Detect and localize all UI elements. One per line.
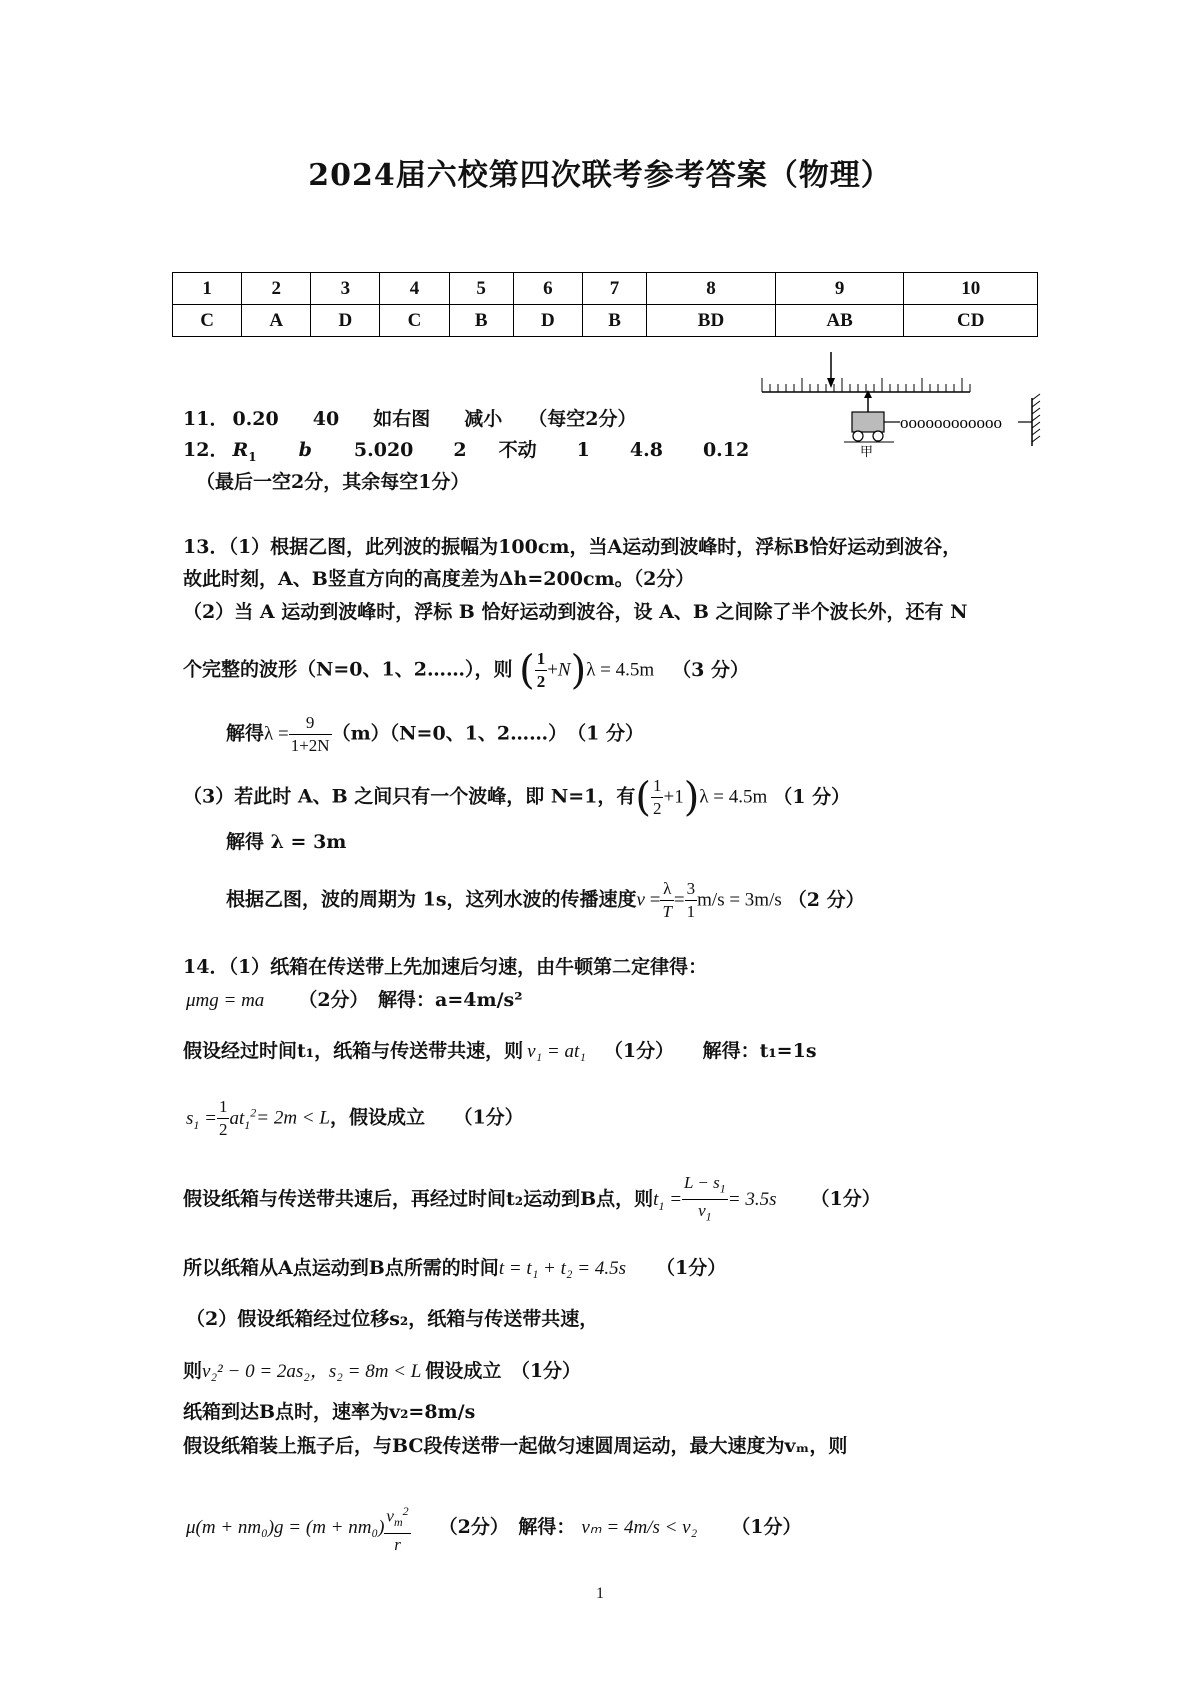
q13-line: （3）若此时 A、B 之间只有一个波峰，即 N=1，有( $\frac{1}{2}$ +1)λ = 4.5m （1 分） [183, 774, 851, 821]
fraction: $\frac{1}{2}$ [652, 776, 662, 818]
q11-answer: 如右图 [373, 408, 431, 430]
q13-line: 根据乙图，波的周期为 1s，这列水波的传播速度v = $\frac{\lambda}{T}$ = $\frac{3}{1}$ m/s = 3m/s （2 分） [226, 879, 865, 921]
wall-hatch-line [1032, 394, 1040, 400]
q13-text: （m）（N=0、1、2……） （1 分） [331, 722, 644, 745]
spring-coil: oooooooooooo [900, 413, 1002, 432]
score-note: （1分） [731, 1516, 802, 1539]
pointer-arrow-up-head [864, 390, 872, 398]
equation: m/s = 3m/s [697, 889, 782, 911]
q11-answer: 0.20 [232, 408, 279, 430]
score-note: （1分） [810, 1187, 881, 1210]
q14-text: 则 [183, 1360, 203, 1382]
question-number-cell: 5 [449, 273, 513, 305]
figure-label: 甲 [860, 445, 874, 460]
q13-line: 解得λ = $\frac{9}{1+2N}$ （m）（N=0、1、2……） （1 分） [226, 713, 644, 755]
q14-text: 假设纸箱与传送带共速后，再经过时间t₂运动到B点，则 [183, 1187, 654, 1210]
equation: = 3.5s [727, 1188, 777, 1210]
q14-text: （2分） 解得： [438, 1516, 576, 1539]
q14-line [186, 988, 523, 1013]
q12-answer: 1 [576, 439, 590, 461]
answer-cell: AB [775, 305, 904, 337]
q13-text: （3）若此时 A、B 之间只有一个波峰，即 N=1，有 [183, 785, 636, 808]
question-number-cell: 2 [242, 273, 311, 305]
q11-answer: 减小 [464, 408, 503, 430]
fraction: $\frac{9}{1+2N}$ [290, 713, 330, 755]
q14-text: ，假设成立 （1分） [329, 1106, 524, 1129]
equation: λ = 4.5m [586, 659, 655, 681]
equation: μmg = ma [186, 990, 265, 1011]
ruler [762, 378, 970, 392]
question-number-cell: 4 [380, 273, 449, 305]
q14-line: 假设纸箱与传送带共速后，再经过时间t₂运动到B点，则$t_1$ = $\frac{L - s_1}{v_1}$ = 3.5s （1分） [183, 1172, 881, 1228]
paren-left: ( [635, 774, 651, 821]
q14-line: （2）假设纸箱经过位移s₂，纸箱与传送带共速， [186, 1308, 599, 1330]
q14-line [183, 1039, 817, 1064]
q12-answer: 5.020 [353, 439, 414, 461]
q14-line: $s_1$ = $\frac{1}{2}$ $at_1^2= 2m < L$，假设成立 （1分） [186, 1097, 524, 1139]
q11-answer: 40 [312, 408, 340, 430]
fraction: $\frac{L - s_1}{v_1}$ [684, 1173, 726, 1224]
question-number-cell: 7 [582, 273, 646, 305]
equation: μ(m + nm₀)g = (m + nm₀) [186, 1517, 385, 1539]
q13-text: 根据乙图，波的周期为 1s，这列水波的传播速度 [226, 888, 637, 911]
question-number-cell: 3 [311, 273, 380, 305]
cart-body [852, 412, 884, 432]
answer-table [172, 272, 1038, 337]
answer-table-header-row [173, 273, 1038, 305]
score-note: （3 分） [672, 658, 750, 681]
wall-hatch-line [1032, 408, 1040, 414]
q13-line: 解得 λ = 3m [226, 831, 347, 853]
question-number-cell: 9 [775, 273, 904, 305]
q13-line: 故此时刻，A、B竖直方向的高度差为Δh=200cm。（2分） [183, 568, 695, 590]
page-title: 2024届六校第四次联考参考答案（物理） [308, 158, 892, 193]
answer-cell: C [380, 305, 449, 337]
q12-answer: b [298, 439, 312, 461]
q14-text: 所以纸箱从A点运动到B点所需的时间 [183, 1257, 499, 1279]
q12-line [183, 438, 749, 469]
wall-hatch-line [1032, 429, 1040, 435]
q14-text: 假设经过时间t₁，纸箱与传送带共速，则 [183, 1040, 524, 1062]
q14-line: 14．（1）纸箱在传送带上先加速后匀速，由牛顿第二定律得： [183, 956, 708, 978]
fraction: $\frac{v_m^2}{r}$ [384, 1500, 410, 1556]
answer-cell: CD [904, 305, 1038, 337]
answer-cell: D [513, 305, 582, 337]
q12-answer: 0.12 [702, 439, 750, 461]
paren-left: ( [519, 647, 535, 694]
q14-line [183, 1359, 581, 1384]
question-number-cell: 1 [173, 273, 242, 305]
answer-cell: A [242, 305, 311, 337]
equation: v₂² − 0 = 2as₂，s₂ = 8m < L [202, 1361, 422, 1382]
equation: λ = 4.5m [699, 786, 768, 808]
cart-wheel [853, 431, 863, 441]
answer-table-answer-row [173, 305, 1038, 337]
fraction: $\frac{3}{1}$ [686, 879, 696, 921]
q11-line [183, 407, 636, 431]
q14-line: 假设纸箱装上瓶子后，与BC段传送带一起做匀速圆周运动，最大速度为vₘ，则 [183, 1435, 848, 1457]
answer-cell: B [449, 305, 513, 337]
wall-hatch-line [1032, 415, 1040, 421]
q12-answer: 不动 [498, 439, 537, 461]
q13-line: （2）当 A 运动到波峰时，浮标 B 恰好运动到波谷，设 A、B 之间除了半个波长外，还有 N [183, 601, 968, 623]
q12-subscript: 1 [248, 449, 257, 464]
q14-line [183, 1256, 726, 1281]
q11-number: 11． [183, 408, 229, 430]
answer-cell: BD [647, 305, 776, 337]
ruler-spring-figure [760, 350, 1050, 460]
answer-cell: B [582, 305, 646, 337]
fraction: $\frac{1}{2}$ [218, 1097, 228, 1139]
q14-text: （2分） 解得：a=4m/s² [298, 989, 523, 1011]
paren-right: ) [683, 774, 700, 821]
equation: t = t₁ + t₂ = 4.5s [498, 1258, 626, 1279]
question-number-cell: 8 [647, 273, 776, 305]
score-note: （2 分） [787, 888, 865, 911]
q13-line: 13．（1）根据乙图，此列波的振幅为100cm，当A运动到波峰时，浮标B恰好运动到波谷， [183, 536, 962, 558]
q13-text: 个完整的波形（N=0、1、2……），则 [183, 658, 513, 681]
fraction: $\frac{1}{2}$ [536, 649, 546, 691]
q12-answer: 2 [453, 439, 467, 461]
q12-answer: 4.8 [629, 439, 663, 461]
cart-wheel [873, 431, 883, 441]
q14-text: 假设成立 （1分） [425, 1360, 582, 1382]
question-number-cell: 10 [904, 273, 1038, 305]
wall-hatching [1032, 394, 1040, 442]
q13-text: 解得 [226, 722, 265, 745]
wall-hatch-line [1032, 436, 1040, 442]
q14-text: （1分） 解得：t₁=1s [603, 1040, 817, 1062]
q11-score-note: （每空2分） [528, 408, 637, 430]
q12-answer: R [232, 439, 249, 461]
page-number: 1 [596, 1585, 604, 1602]
q12-score-note: （最后一空2分，其余每空1分） [196, 471, 470, 493]
equation: = 2m < L [256, 1107, 330, 1129]
equation: v₁ = at₁ [527, 1041, 586, 1062]
answer-cell: D [311, 305, 380, 337]
equation: vₘ = 4m/s < v₂ [581, 1517, 698, 1539]
score-note: （1分） [655, 1257, 727, 1279]
answer-cell: C [173, 305, 242, 337]
wall-hatch-line [1032, 422, 1040, 428]
q14-line [186, 1500, 801, 1556]
wall-hatch-line [1032, 401, 1040, 407]
score-note: （1 分） [773, 785, 851, 808]
q12-number: 12． [183, 439, 229, 461]
q14-line: 纸箱到达B点时，速率为v₂=8m/s [183, 1401, 476, 1423]
q13-line: 个完整的波形（N=0、1、2……），则 ( $\frac{1}{2}$ +N)λ = 4.5m （3 分） [183, 647, 750, 694]
paren-right: ) [570, 647, 587, 694]
fraction: $\frac{\lambda}{T}$ [662, 879, 672, 921]
question-number-cell: 6 [513, 273, 582, 305]
